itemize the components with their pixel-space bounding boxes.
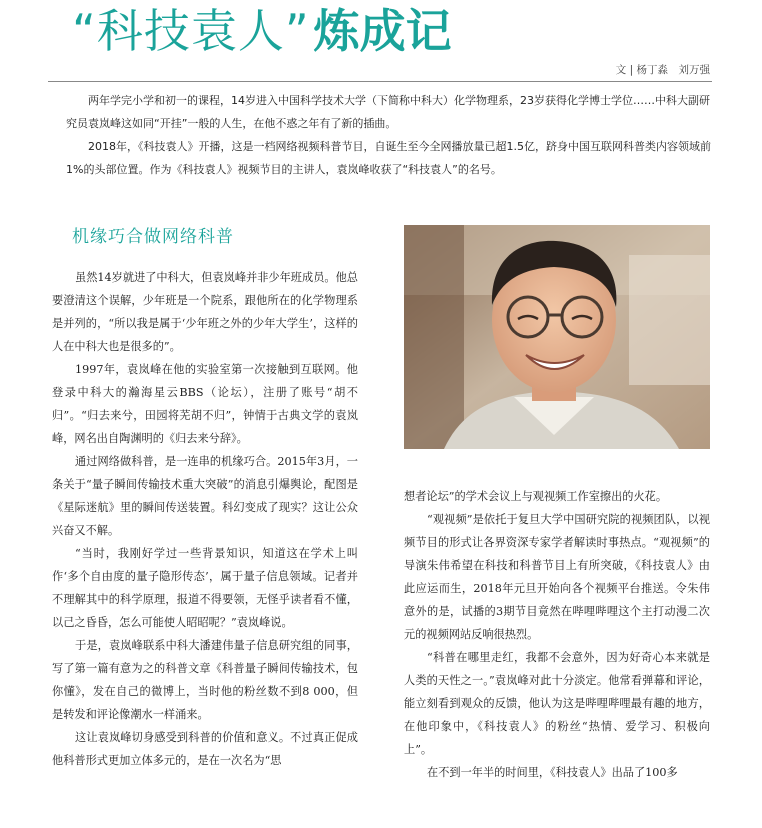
body-paragraph: 虽然14岁就进了中科大，但袁岚峰并非少年班成员。他总要澄清这个误解，少年班是一个院系，跟他所在的化学物理系是并列的，“所以我是属于‘少年班之外的少年大学生’，这样的人在中科大也是很多的”。 <box>52 271 358 353</box>
intro-block <box>66 89 712 181</box>
title-divider <box>48 81 712 82</box>
title-quoted-part: “科技袁人” <box>72 4 310 58</box>
section-heading: 机缘巧合做网络科普 <box>72 227 234 247</box>
byline: 文 | 杨丁淼 刘万强 <box>615 64 710 76</box>
portrait-photo <box>404 225 710 449</box>
body-paragraph-continuation: 想者论坛”的学术会议上与观视频工作室擦出的火花。 <box>404 490 668 503</box>
body-paragraph: 这让袁岚峰切身感受到科普的价值和意义。不过真正促成他科普形式更加立体多元的，是在一次名为“思 <box>52 731 358 767</box>
right-column <box>404 485 710 784</box>
article-title <box>72 0 452 62</box>
body-paragraph: “科普在哪里走红，我都不会意外，因为好奇心本来就是人类的天性之一。”袁岚峰对此十分淡定。他常看弹幕和评论，能立刻看到观众的反馈，他认为这是哔哩哔哩最有趣的地方，在他印象中，《科技袁人》的粉丝“热情、爱学习、积极向上”。 <box>404 651 710 756</box>
body-paragraph: 在不到一年半的时间里，《科技袁人》出品了100多 <box>427 766 678 779</box>
body-paragraph: “观视频”是依托于复旦大学中国研究院的视频团队，以视频节目的形式让各界资深专家学者解读时事热点。“观视频”的导演朱伟希望在科技和科普节目上有所突破，《科技袁人》由此应运而生，2018年元旦开始向各个视频平台推送。令朱伟意外的是，试播的3期节目竟然在哔哩哔哩这个主打动漫二次元的视频网站反响很热烈。 <box>404 513 710 641</box>
body-paragraph: “当时，我刚好学过一些背景知识，知道这在学术上叫作‘多个自由度的量子隐形传态’，属于量子信息领域。记者并不理解其中的科学原理，报道不得要领，无怪乎读者看不懂，以己之昏昏，怎么可能使人昭昭呢？”袁岚峰说。 <box>52 547 358 629</box>
body-paragraph: 通过网络做科普，是一连串的机缘巧合。2015年3月，一条关于“量子瞬间传输技术重大突破”的消息引爆舆论，配图是《星际迷航》里的瞬间传送装置。科幻变成了现实？这让公众兴奋又不解。 <box>52 455 358 537</box>
body-paragraph: 1997年，袁岚峰在他的实验室第一次接触到互联网。他登录中科大的瀚海星云BBS（论坛），注册了账号“胡不归”。“归去来兮，田园将芜胡不归”，钟情于古典文学的袁岚峰，网名出自陶渊明的《归去来兮辞》。 <box>52 363 358 445</box>
body-paragraph: 于是，袁岚峰联系中科大潘建伟量子信息研究组的同事，写了第一篇有意为之的科普文章《科普量子瞬间传输技术，包你懂》，发在自己的微博上，当时他的粉丝数不到8 000，但是转发和评论像潮水一样涌来。 <box>52 639 358 721</box>
portrait-illustration <box>404 225 710 449</box>
left-column <box>52 266 358 772</box>
intro-paragraph: 两年学完小学和初一的课程，14岁进入中国科学技术大学（下简称中科大）化学物理系，23岁获得化学博士学位……中科大副研究员袁岚峰这如同“开挂”一般的人生，在他不惑之年有了新的插曲。 <box>66 94 710 130</box>
title-bold-part: 炼成记 <box>313 4 452 58</box>
intro-paragraph: 2018年，《科技袁人》开播，这是一档网络视频科普节目，自诞生至今全网播放量已超1.5亿，跻身中国互联网科普类内容领域前1%的头部位置。作为《科技袁人》视频节目的主讲人，袁岚峰收获了“科技袁人”的名号。 <box>66 140 711 176</box>
